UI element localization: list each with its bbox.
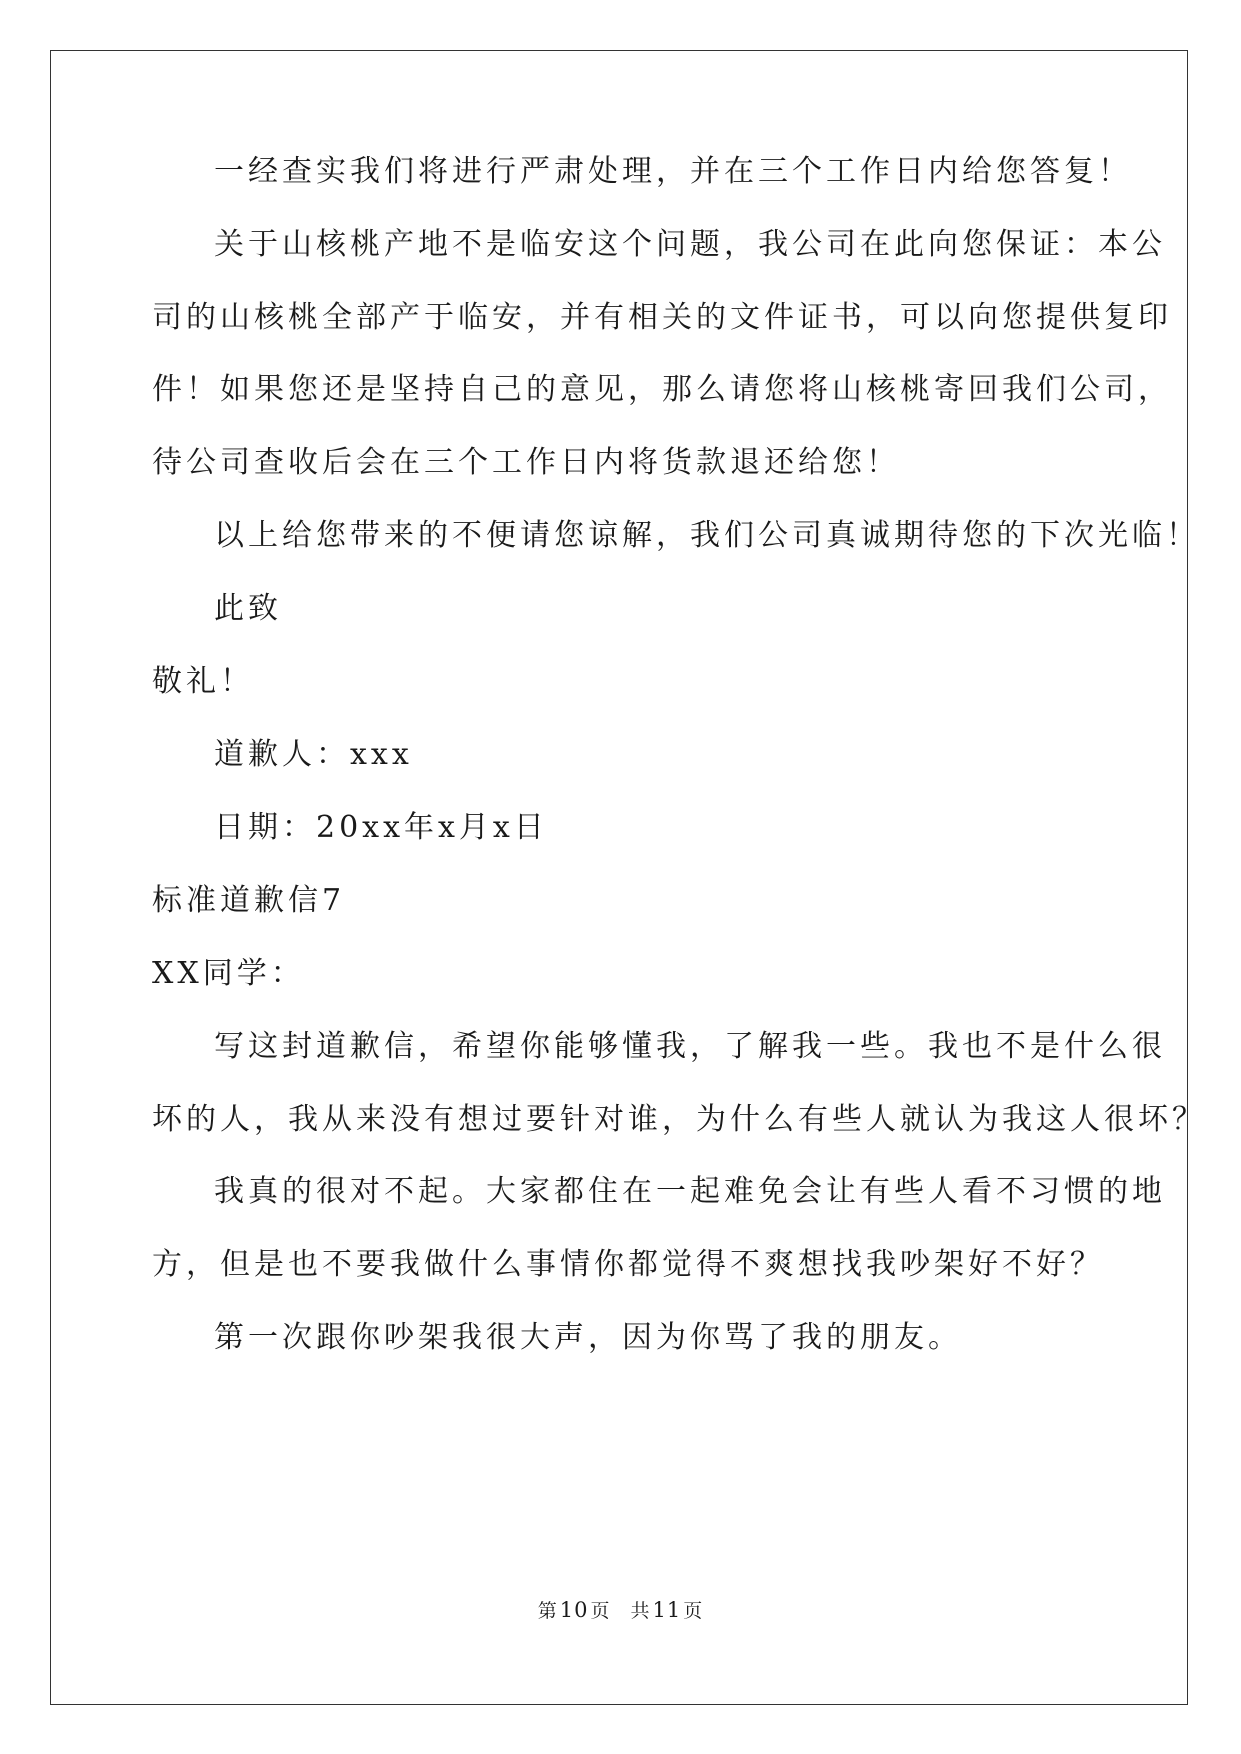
page-current: 10 bbox=[559, 1598, 589, 1622]
section-title: 标准道歉信7 bbox=[152, 883, 346, 918]
paragraph-line: 方，但是也不要我做什么事情你都觉得不爽想找我吵架好不好？ bbox=[152, 1247, 1104, 1282]
paragraph-line: 我真的很对不起。大家都住在一起难免会让有些人看不习惯的地 bbox=[214, 1174, 1166, 1209]
paragraph-line: 件！如果您还是坚持自己的意见，那么请您将山核桃寄回我们公司， bbox=[152, 372, 1172, 407]
total-prefix: 共 bbox=[630, 1600, 651, 1622]
paragraph-line: 司的山核桃全部产于临安，并有相关的文件证书，可以向您提供复印 bbox=[152, 300, 1172, 335]
total-unit: 页 bbox=[683, 1600, 704, 1622]
page-prefix: 第 bbox=[537, 1600, 558, 1622]
paragraph-line: 第一次跟你吵架我很大声，因为你骂了我的朋友。 bbox=[214, 1320, 962, 1355]
closing-regards: 敬礼！ bbox=[152, 664, 254, 699]
page-number-footer bbox=[0, 1598, 1241, 1623]
letter-greeting: XX同学： bbox=[152, 956, 305, 991]
closing-salutation: 此致 bbox=[214, 591, 282, 626]
signature-line: 道歉人：xxx bbox=[214, 737, 413, 772]
page-unit: 页 bbox=[590, 1600, 611, 1622]
paragraph-line: 待公司查收后会在三个工作日内将货款退还给您！ bbox=[152, 445, 900, 480]
paragraph-line: 坏的人，我从来没有想过要针对谁，为什么有些人就认为我这人很坏？ bbox=[152, 1102, 1206, 1137]
page-total: 11 bbox=[652, 1598, 682, 1622]
paragraph-line: 写这封道歉信，希望你能够懂我，了解我一些。我也不是什么很 bbox=[214, 1029, 1166, 1064]
paragraph-line: 关于山核桃产地不是临安这个问题，我公司在此向您保证：本公 bbox=[214, 227, 1166, 262]
paragraph-line: 以上给您带来的不便请您谅解，我们公司真诚期待您的下次光临！ bbox=[214, 518, 1200, 553]
date-line: 日期：20xx年x月x日 bbox=[214, 810, 548, 845]
paragraph-line: 一经查实我们将进行严肃处理，并在三个工作日内给您答复！ bbox=[214, 154, 1132, 189]
